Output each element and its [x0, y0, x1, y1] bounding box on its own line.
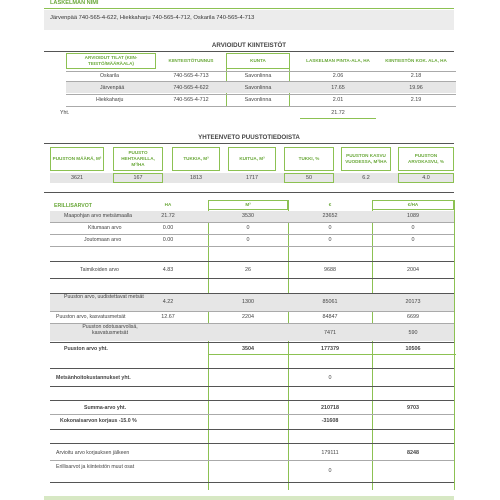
hoito-label: Metsänhoitokustannukset yht.: [56, 375, 131, 381]
kiinteistot-row-1-id: 740-565-4-622: [173, 85, 209, 91]
puusto-col-6: PUUSTON ARVOKASVU, %: [398, 147, 454, 171]
kiinteistot-col-kok: KIINTEISTÖN KOK. ALA, HA: [376, 53, 456, 69]
puusto-val-6: 4.0: [422, 175, 430, 181]
kiinteistot-row-0-kunta: Savonlinna: [244, 73, 272, 79]
kiinteistot-row-1-kunta: Savonlinna: [244, 85, 272, 91]
puusto-total-eurha: 10506: [405, 346, 421, 352]
kiinteistot-col-ala: LASKELMAN PINTA-ALA, HA: [300, 53, 376, 69]
arvioitu-eur: 179111: [321, 450, 339, 456]
puusto-row-1-eurha: 6699: [407, 314, 419, 320]
erillis-row-2-label: Joutomaan arvo: [84, 237, 122, 243]
puusto-row-0-ha: 4.22: [162, 299, 174, 305]
calc-name-label: LASKELMAN NIMI: [50, 0, 99, 6]
hoito-eur: 0: [328, 375, 332, 381]
erillis-col-ha: HA: [148, 200, 188, 210]
kiinteistot-col-id: KIINTEISTÖTUNNUS: [156, 53, 226, 69]
erillis-row-2-eurha: 0: [411, 237, 415, 243]
puusto-row-0-m3: 1300: [242, 299, 254, 305]
erillis-row-1-eur: 0: [328, 225, 332, 231]
summa-label: Summa-arvo yht.: [84, 405, 127, 411]
erillis-row-0-eur: 23652: [322, 213, 338, 219]
kiinteistot-row-2-kok: 2.19: [410, 97, 422, 103]
puusto-row-1-eur: 84847: [322, 314, 338, 320]
erillis-row-2-eur: 0: [328, 237, 332, 243]
footer-strip: [44, 496, 454, 500]
puusto-col-0: PUUSTON MÄÄRÄ, M³: [50, 147, 104, 171]
erillis-row-0-eurha: 1089: [407, 213, 419, 219]
summa-eur: 210718: [321, 405, 339, 411]
puusto-row-0-label: Puuston arvo, uudistettavat metsät: [64, 294, 144, 300]
erillis-row-2-ha: 0.00: [162, 237, 174, 243]
erillis-row-2-m3: 0: [246, 237, 250, 243]
puusto-col-5: PUUSTON KASVU VUODESSA, M³/HA: [341, 147, 391, 171]
calc-name-value-box: [44, 10, 454, 30]
korjaus-label: Kokonaisarvon korjaus -15.0 %: [60, 418, 137, 424]
kiinteistot-row-2-kunta: Savonlinna: [244, 97, 272, 103]
taimikko-eur: 9688: [324, 267, 336, 273]
kiinteistot-total: 21.72: [331, 110, 345, 116]
puusto-row-2-eur: 7471: [324, 330, 336, 336]
kiinteistot-row-1-ala: 17.65: [331, 85, 345, 91]
taimikko-ha: 4.83: [162, 267, 174, 273]
puusto-total-eur: 177379: [321, 346, 339, 352]
erillis-row-1-label: Kitumaan arvo: [88, 225, 122, 231]
calc-name-value: Järvenpää 740-565-4-622, Hiekkaharju 740-565-4-712, Oskarila 740-565-4-713: [50, 15, 255, 21]
erillis-col-label: ERILLISARVOT: [54, 203, 92, 209]
kiinteistot-col-name: ARVIOIDUT TILAT (KIIN-TEISTÖ/MÄÄRÄALA): [66, 53, 156, 69]
puusto-col-1: PUUSTO HEHTAARILLA, M³/HA: [113, 147, 163, 171]
puusto-col-3: KUITUA, M³: [228, 147, 276, 171]
arvioitu-eurha: 8248: [407, 450, 419, 456]
kiinteistot-row-1-name: Järvenpää: [100, 85, 125, 91]
kiinteistot-col-kunta: KUNTA: [226, 53, 290, 69]
kiinteistot-row-1-kok: 19.96: [409, 85, 423, 91]
kiinteistot-title: ARVIOIDUT KIINTEISTÖT: [211, 42, 287, 49]
calc-name-header: [44, 0, 454, 8]
puusto-row-1-ha: 12.67: [161, 314, 175, 320]
kiinteistot-row-0-kok: 2.18: [410, 73, 422, 79]
kiinteistot-row-2-name: Hiekkaharju: [96, 97, 124, 103]
taimikko-m3: 26: [245, 267, 251, 273]
muut-eur: 0: [328, 468, 332, 474]
kiinteistot-total-label: Yht.: [60, 110, 70, 116]
puusto-row-0-eurha: 20173: [405, 299, 421, 305]
puusto-val-3: 1717: [246, 175, 258, 181]
puusto-row-1-label: Puuston arvo, kasvatusmetsät: [56, 314, 126, 320]
erillis-row-0-m3: 3530: [242, 213, 254, 219]
puusto-val-4: 50: [306, 175, 312, 181]
puusto-total-label: Puuston arvo yht.: [64, 346, 108, 352]
kiinteistot-row-0-ala: 2.06: [332, 73, 344, 79]
erillis-col-eurha: €/HA: [372, 200, 454, 210]
puusto-val-5: 6.2: [362, 175, 370, 181]
erillis-col-m3: M³: [208, 200, 288, 210]
puusto-val-2: 1813: [190, 175, 202, 181]
erillis-col-eur: €: [290, 200, 370, 210]
puusto-val-0: 3621: [71, 175, 83, 181]
puusto-row-2-label: Puuston odotusarvolisä, kasvatusmetsät: [82, 324, 138, 336]
korjaus-eur: -31608: [321, 418, 339, 424]
erillis-row-0-ha: 21.72: [161, 213, 175, 219]
arvioitu-label: Arvioitu arvo korjauksen jälkeen: [56, 450, 130, 456]
puusto-row-1-m3: 2204: [242, 314, 254, 320]
puusto-total-m3: 3504: [242, 346, 254, 352]
puusto-row-0-eur: 85061: [322, 299, 338, 305]
puusto-row-2-eurha: 590: [408, 330, 418, 336]
erillis-row-1-m3: 0: [246, 225, 250, 231]
puusto-col-4: TUKKI, %: [284, 147, 334, 171]
puusto-col-2: TUKKIA, M³: [172, 147, 220, 171]
kiinteistot-row-2-ala: 2.01: [332, 97, 344, 103]
kiinteistot-row-0-id: 740-565-4-713: [173, 73, 209, 79]
puusto-title: YHTEENVETO PUUSTOTIEDOISTA: [198, 134, 300, 141]
puusto-val-1: 167: [133, 175, 143, 181]
taimikko-eurha: 2004: [407, 267, 419, 273]
kiinteistot-row-0-name: Oskarila: [100, 73, 120, 79]
erillis-row-1-ha: 0.00: [162, 225, 174, 231]
kiinteistot-row-2-id: 740-565-4-712: [173, 97, 209, 103]
erillis-row-0-label: Maapohjan arvo metsämaalla: [64, 213, 133, 219]
taimikko-label: Taimikoiden arvo: [80, 267, 119, 273]
summa-eurha: 9703: [407, 405, 419, 411]
erillis-row-1-eurha: 0: [411, 225, 415, 231]
muut-label: Erillisarvot ja kiinteistön muut osat: [56, 464, 135, 470]
